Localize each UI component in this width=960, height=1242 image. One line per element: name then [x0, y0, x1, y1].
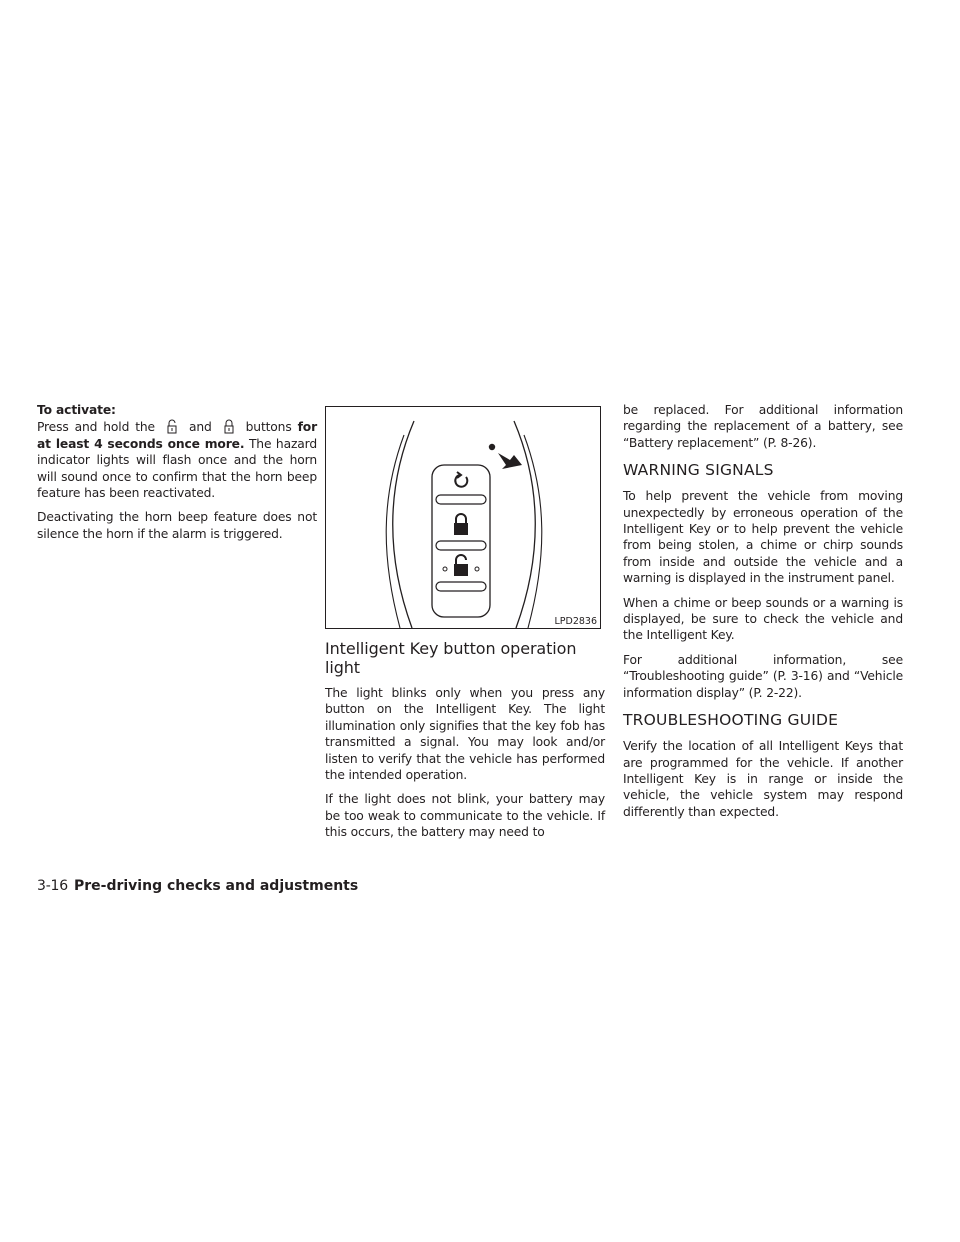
column-2	[325, 402, 605, 849]
column-3	[623, 402, 903, 828]
chapter-title: Pre-driving checks and adjustments	[73, 878, 359, 894]
page-number: 3-16	[37, 878, 68, 894]
activate-paragraph	[37, 418, 317, 501]
battery-continuation-paragraph: be replaced. For additional information regarding the replacement of a battery, see “Battery replacement” (P. 8-26).	[623, 403, 903, 450]
indicator-light-icon	[489, 444, 495, 450]
key-outline-right-inner	[524, 435, 542, 628]
intelligent-key-illustration	[326, 407, 600, 628]
button-divider-3	[436, 582, 486, 591]
key-outline-left-outer	[393, 421, 414, 628]
remote-start-icon	[455, 472, 467, 487]
section-heading-troubleshooting: TROUBLESHOOTING GUIDE	[623, 711, 839, 730]
warning-paragraph-1: To help prevent the vehicle from moving unexpectedly by erroneous operation of the Intelligent Key or to help prevent the vehicle from being stolen, a chime or chirp sounds from inside and outside the vehicle and a warning is displayed in the instrument panel.	[623, 489, 903, 586]
button-divider-2	[436, 541, 486, 550]
warning-paragraph-2: When a chime or beep sounds or a warning is displayed, be sure to check the vehicle and the Intelligent Key.	[623, 595, 903, 643]
lock-icon	[454, 514, 468, 535]
section-heading-warning-signals: WARNING SIGNALS	[623, 461, 774, 480]
text-duration-bold: for at least 4 seconds once more.	[37, 420, 317, 451]
page-footer	[37, 877, 358, 895]
column-1	[37, 402, 317, 550]
section-heading-button-light: Intelligent Key button operation light	[325, 639, 577, 677]
unlock-icon	[443, 555, 479, 576]
warning-paragraph-3: For additional information, see “Troubleshooting guide” (P. 3-16) and “Vehicle information display” (P. 2-22).	[623, 652, 903, 700]
activate-heading: To activate:	[37, 403, 116, 417]
text-and: and	[188, 420, 212, 435]
key-outline-right-outer	[514, 421, 535, 628]
text-buttons: buttons	[245, 420, 292, 435]
button-light-paragraph-2: If the light does not blink, your battery may be too weak to communicate to the vehicle. If this occurs, the battery may need to	[325, 792, 605, 840]
key-outline-left-inner	[386, 435, 404, 628]
unlock-icon	[165, 418, 179, 434]
button-light-paragraph-1: The light blinks only when you press any button on the Intelligent Key. The light illumination only signifies that the key fob has transmitted a signal. You may look and/or listen to verify that the vehicle has performed the intended operation.	[325, 686, 605, 783]
text-press-hold: Press and hold the	[37, 420, 155, 435]
lock-icon	[222, 418, 236, 434]
troubleshooting-paragraph: Verify the location of all Intelligent Keys that are programmed for the vehicle. If another Intelligent Key is in range or inside the vehicle, the vehicle system may respond differently than expected.	[623, 739, 903, 819]
figure-label: LPD2836	[554, 616, 597, 627]
deactivating-paragraph: Deactivating the horn beep feature does not silence the horn if the alarm is triggered.	[37, 510, 317, 541]
button-divider-1	[436, 495, 486, 504]
text-hazard-confirm: The hazard indicator lights will flash once and the horn will sound once to confirm that the horn beep feature has been reactivated.	[37, 436, 317, 501]
arrow-icon	[498, 453, 522, 469]
intelligent-key-figure	[325, 406, 601, 629]
